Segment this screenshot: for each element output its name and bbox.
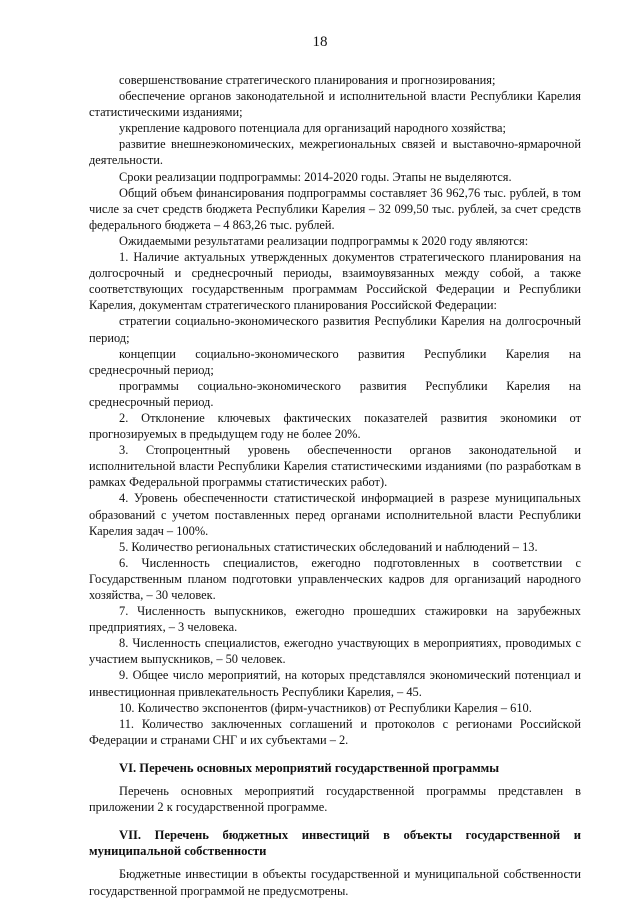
paragraph: 10. Количество экспонентов (фирм-участников) от Республики Карелия – 610. [119, 700, 532, 715]
paragraph: 1. Наличие актуальных утвержденных документов стратегического планирования на долгосрочный и среднесрочный периоды, взаимоувязанных между собой, а также соответствующих государственным программам Российской Федерации и Республики Карелия, документам стратегического планирования Российской Федерации: [89, 250, 581, 313]
paragraph: развитие внешнеэкономических, межрегиональных связей и выставочно-ярмарочной деятельности. [89, 137, 581, 168]
section-7-text: Бюджетные инвестиции в объекты государственной и муниципальной собственности государственной программой не предусмотрены. [89, 867, 581, 898]
section-6-text: Перечень основных мероприятий государственной программы представлен в приложении 2 к государственной программе. [89, 784, 581, 815]
paragraph: укрепление кадрового потенциала для организаций народного хозяйства; [119, 121, 506, 136]
paragraph: Ожидаемыми результатами реализации подпрограммы к 2020 году являются: [119, 233, 529, 248]
paragraph: Общий объем финансирования подпрограммы составляет 36 962,76 тыс. рублей, в том числе за счет средств бюджета Республики Карелия – 32 099,50 тыс. рублей, за счет средств федерального бюджета – 4 863,26 тыс. рублей. [89, 185, 581, 232]
paragraph: 11. Количество заключенных соглашений и протоколов с регионами Российской Федерации и странами СНГ и их субъектами – 2. [89, 716, 581, 747]
paragraph: программы социально-экономического развития Республики Карелия на среднесрочный период. [89, 378, 581, 409]
page-number: 18 [312, 34, 328, 50]
paragraph: обеспечение органов законодательной и исполнительной власти Республики Карелия статистическими изданиями; [89, 89, 581, 120]
section-spacer [89, 815, 581, 827]
paragraph: 7. Численность выпускников, ежегодно прошедших стажировки на зарубежных предприятиях, – 3 человека. [89, 604, 581, 635]
paragraph: Сроки реализации подпрограммы: 2014-2020 годы. Этапы не выделяются. [119, 169, 512, 184]
paragraph: 6. Численность специалистов, ежегодно подготовленных в соответствии с Государственным планом подготовки управленческих кадров для организаций народного хозяйства, – 30 человек. [89, 555, 581, 602]
paragraph: 3. Стопроцентный уровень обеспеченности органов законодательной и исполнительной власти Республики Карелия статистическими изданиями (по разработкам в рамках Федеральной программы статистических работ). [89, 443, 581, 490]
paragraph: концепции социально-экономического развития Республики Карелия на среднесрочный период; [89, 346, 581, 377]
paragraph: совершенствование стратегического планирования и прогнозирования; [119, 73, 496, 87]
section-spacer [89, 776, 581, 783]
section-6-heading: VI. Перечень основных мероприятий государственной программы [119, 760, 500, 775]
paragraph: 8. Численность специалистов, ежегодно участвующих в мероприятиях, проводимых с участием выпускников, – 50 человек. [89, 636, 581, 667]
section-7-heading: VII. Перечень бюджетных инвестиций в объекты государственной и муниципальной собственности [89, 828, 581, 859]
paragraph: 2. Отклонение ключевых фактических показателей развития экономики от прогнозируемых в предыдущем году не более 20%. [89, 410, 581, 442]
paragraph: 5. Количество региональных статистических обследований и наблюдений – 13. [119, 539, 538, 554]
paragraph: стратегии социально-экономического развития Республики Карелия на долгосрочный период; [89, 314, 581, 345]
page-content [89, 72, 581, 899]
paragraph: 9. Общее число мероприятий, на которых представлялся экономический потенциал и инвестиционная привлекательность Республики Карелия, – 45. [89, 668, 581, 699]
section-spacer [89, 859, 581, 866]
section-spacer [89, 748, 581, 760]
paragraph: 4. Уровень обеспеченности статистической информацией в разрезе муниципальных образований с учетом поставленных перед органами исполнительной власти Республики Карелия задач – 100%. [89, 491, 581, 538]
